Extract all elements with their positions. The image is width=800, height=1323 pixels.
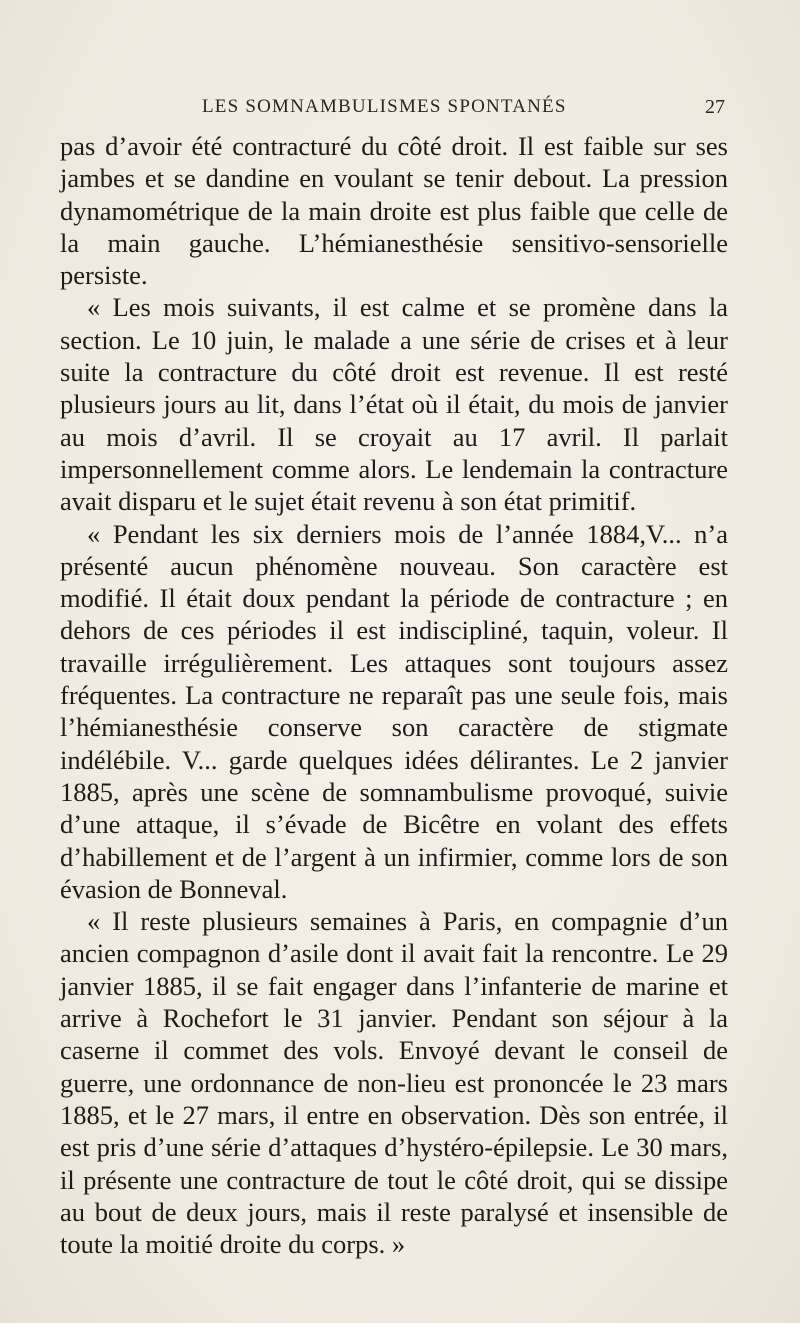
body-text <box>60 130 728 1260</box>
page-number: 27 <box>705 96 725 118</box>
page-header <box>60 96 725 126</box>
running-head: LES SOMNAMBULISMES SPONTANÉS <box>202 96 567 117</box>
paragraph: « Les mois suivants, il est calme et se promène dans la section. Le 10 juin, le malade a une série de crises et à leur suite la contracture du côté droit est revenue. Il est resté plusieurs jours au lit, dans l’état où il était, du mois de janvier au mois d’avril. Il se croyait au 17 avril. Il parlait impersonnellement comme alors. Le lendemain la contracture avait disparu et le sujet était revenu à son état primitif. <box>60 292 728 517</box>
paragraph: « Pendant les six derniers mois de l’année 1884,V... n’a présenté aucun phénomène nouveau. Son caractère est modifié. Il était doux pendant la période de contracture ; en dehors de ces périodes il est indiscipliné, taquin, voleur. Il travaille irrégulièrement. Les attaques sont toujours assez fréquentes. La contracture ne reparaît pas une seule fois, mais l’hémianesthésie conserve son caractère de stigmate indélébile. V... garde quelques idées délirantes. Le 2 janvier 1885, après une scène de somnambulisme provoqué, suivie d’une attaque, il s’évade de Bicêtre en volant des effets d’habillement et de l’argent à un infirmier, comme lors de son évasion de Bonneval. <box>60 518 728 904</box>
paragraph-continuation: pas d’avoir été contracturé du côté droit. Il est faible sur ses jambes et se dandine en voulant se tenir debout. La pression dynamométrique de la main droite est plus faible que celle de la main gauche. L’hémianesthésie sensitivo-sensorielle persiste. <box>60 131 728 291</box>
paragraph: « Il reste plusieurs semaines à Paris, en compagnie d’un ancien compagnon d’asile dont il avait fait la rencontre. Le 29 janvier 1885, il se fait engager dans l’infanterie de marine et arrive à Rochefort le 31 janvier. Pendant son séjour à la caserne il commet des vols. Envoyé devant le conseil de guerre, une ordonnance de non-lieu est prononcée le 23 mars 1885, et le 27 mars, il entre en observation. Dès son entrée, il est pris d’une série d’attaques d’hystéro-épilepsie. Le 30 mars, il présente une contracture de tout le côté droit, qui se dissipe au bout de deux jours, mais il reste paralysé et insensible de toute la moitié droite du corps. » <box>60 906 728 1260</box>
